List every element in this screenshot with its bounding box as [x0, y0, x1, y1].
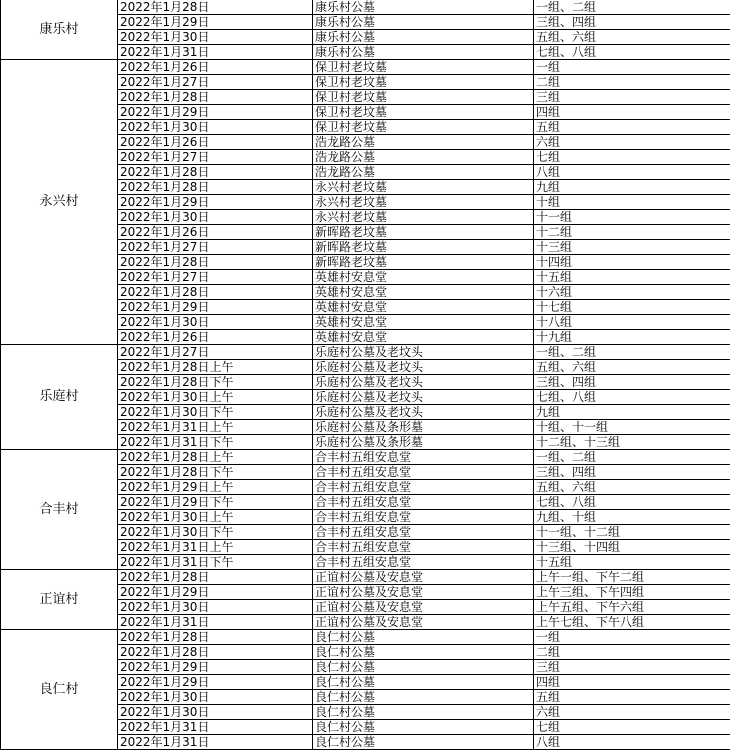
place-cell: 良仁村公墓: [313, 720, 534, 735]
place-cell: 合丰村五组安息堂: [313, 480, 534, 495]
date-cell: 2022年1月28日下午: [118, 465, 313, 480]
groups-cell: 九组: [534, 405, 730, 420]
date-cell: 2022年1月31日: [118, 615, 313, 630]
place-cell: 合丰村五组安息堂: [313, 465, 534, 480]
date-cell: 2022年1月30日: [118, 690, 313, 705]
date-cell: 2022年1月30日: [118, 30, 313, 45]
groups-cell: 一组: [534, 60, 730, 75]
groups-cell: 八组: [534, 165, 730, 180]
place-cell: 保卫村老坟墓: [313, 90, 534, 105]
place-cell: 乐庭村公墓及老坟头: [313, 375, 534, 390]
date-cell: 2022年1月28日: [118, 645, 313, 660]
place-cell: 乐庭村公墓及条形墓: [313, 420, 534, 435]
place-cell: 保卫村老坟墓: [313, 105, 534, 120]
groups-cell: 五组: [534, 690, 730, 705]
groups-cell: 一组: [534, 630, 730, 645]
groups-cell: 六组: [534, 705, 730, 720]
date-cell: 2022年1月31日: [118, 45, 313, 60]
place-cell: 正谊村公墓及安息堂: [313, 585, 534, 600]
place-cell: 保卫村老坟墓: [313, 120, 534, 135]
groups-cell: 六组: [534, 135, 730, 150]
date-cell: 2022年1月27日: [118, 345, 313, 360]
date-cell: 2022年1月30日: [118, 315, 313, 330]
village-name-cell: 正谊村: [1, 570, 118, 630]
date-cell: 2022年1月31日上午: [118, 540, 313, 555]
date-cell: 2022年1月27日: [118, 270, 313, 285]
date-cell: 2022年1月29日: [118, 15, 313, 30]
date-cell: 2022年1月29日: [118, 660, 313, 675]
table-row: [1, 60, 730, 75]
groups-cell: 三组、四组: [534, 465, 730, 480]
groups-cell: 三组、四组: [534, 15, 730, 30]
groups-cell: 七组、八组: [534, 390, 730, 405]
table-row: [1, 570, 730, 585]
groups-cell: 五组、六组: [534, 480, 730, 495]
place-cell: 良仁村公墓: [313, 675, 534, 690]
place-cell: 康乐村公墓: [313, 45, 534, 60]
groups-cell: 十九组: [534, 330, 730, 345]
date-cell: 2022年1月30日: [118, 120, 313, 135]
groups-cell: 三组: [534, 90, 730, 105]
date-cell: 2022年1月29日下午: [118, 495, 313, 510]
village-name-cell: 合丰村: [1, 450, 118, 570]
date-cell: 2022年1月31日上午: [118, 420, 313, 435]
village-name-cell: 良仁村: [1, 630, 118, 750]
date-cell: 2022年1月30日上午: [118, 510, 313, 525]
date-cell: 2022年1月29日: [118, 105, 313, 120]
date-cell: 2022年1月31日: [118, 735, 313, 750]
table-row: [1, 0, 730, 15]
place-cell: 合丰村五组安息堂: [313, 495, 534, 510]
groups-cell: 十二组、十三组: [534, 435, 730, 450]
place-cell: 良仁村公墓: [313, 630, 534, 645]
groups-cell: 九组、十组: [534, 510, 730, 525]
date-cell: 2022年1月26日: [118, 60, 313, 75]
date-cell: 2022年1月30日: [118, 600, 313, 615]
date-cell: 2022年1月28日: [118, 570, 313, 585]
place-cell: 浩龙路公墓: [313, 165, 534, 180]
village-name-cell: 康乐村: [1, 0, 118, 60]
groups-cell: 十三组、十四组: [534, 540, 730, 555]
groups-cell: 二组: [534, 645, 730, 660]
place-cell: 新晖路老坟墓: [313, 225, 534, 240]
date-cell: 2022年1月28日: [118, 255, 313, 270]
groups-cell: 上午三组、下午四组: [534, 585, 730, 600]
place-cell: 正谊村公墓及安息堂: [313, 615, 534, 630]
groups-cell: 八组: [534, 735, 730, 750]
date-cell: 2022年1月28日: [118, 90, 313, 105]
groups-cell: 十一组、十二组: [534, 525, 730, 540]
date-cell: 2022年1月28日上午: [118, 360, 313, 375]
date-cell: 2022年1月31日: [118, 720, 313, 735]
groups-cell: 五组、六组: [534, 30, 730, 45]
place-cell: 合丰村五组安息堂: [313, 450, 534, 465]
place-cell: 良仁村公墓: [313, 660, 534, 675]
place-cell: 康乐村公墓: [313, 15, 534, 30]
groups-cell: 三组: [534, 660, 730, 675]
groups-cell: 上午五组、下午六组: [534, 600, 730, 615]
place-cell: 浩龙路公墓: [313, 150, 534, 165]
date-cell: 2022年1月28日: [118, 165, 313, 180]
groups-cell: 七组、八组: [534, 45, 730, 60]
groups-cell: 十一组: [534, 210, 730, 225]
groups-cell: 七组: [534, 150, 730, 165]
date-cell: 2022年1月28日上午: [118, 450, 313, 465]
place-cell: 正谊村公墓及安息堂: [313, 570, 534, 585]
date-cell: 2022年1月28日: [118, 180, 313, 195]
place-cell: 良仁村公墓: [313, 645, 534, 660]
date-cell: 2022年1月29日: [118, 585, 313, 600]
place-cell: 乐庭村公墓及老坟头: [313, 405, 534, 420]
village-name-cell: 永兴村: [1, 60, 118, 345]
groups-cell: 四组: [534, 675, 730, 690]
date-cell: 2022年1月26日: [118, 330, 313, 345]
place-cell: 英雄村安息堂: [313, 300, 534, 315]
date-cell: 2022年1月29日: [118, 675, 313, 690]
date-cell: 2022年1月29日上午: [118, 480, 313, 495]
groups-cell: 九组: [534, 180, 730, 195]
date-cell: 2022年1月31日下午: [118, 555, 313, 570]
date-cell: 2022年1月29日: [118, 300, 313, 315]
date-cell: 2022年1月28日: [118, 630, 313, 645]
place-cell: 乐庭村公墓及条形墓: [313, 435, 534, 450]
table-row: [1, 630, 730, 645]
date-cell: 2022年1月30日: [118, 210, 313, 225]
groups-cell: 七组: [534, 720, 730, 735]
groups-cell: 十三组: [534, 240, 730, 255]
place-cell: 良仁村公墓: [313, 735, 534, 750]
schedule-table-body: [1, 0, 730, 750]
place-cell: 合丰村五组安息堂: [313, 555, 534, 570]
groups-cell: 十七组: [534, 300, 730, 315]
groups-cell: 十六组: [534, 285, 730, 300]
groups-cell: 一组、二组: [534, 0, 730, 15]
place-cell: 新晖路老坟墓: [313, 240, 534, 255]
groups-cell: 五组、六组: [534, 360, 730, 375]
groups-cell: 十组: [534, 195, 730, 210]
date-cell: 2022年1月31日下午: [118, 435, 313, 450]
date-cell: 2022年1月30日上午: [118, 390, 313, 405]
date-cell: 2022年1月28日: [118, 285, 313, 300]
place-cell: 合丰村五组安息堂: [313, 510, 534, 525]
date-cell: 2022年1月27日: [118, 150, 313, 165]
place-cell: 康乐村公墓: [313, 30, 534, 45]
groups-cell: 十二组: [534, 225, 730, 240]
place-cell: 乐庭村公墓及老坟头: [313, 345, 534, 360]
groups-cell: 十四组: [534, 255, 730, 270]
date-cell: 2022年1月26日: [118, 135, 313, 150]
place-cell: 保卫村老坟墓: [313, 75, 534, 90]
date-cell: 2022年1月30日下午: [118, 525, 313, 540]
groups-cell: 三组、四组: [534, 375, 730, 390]
date-cell: 2022年1月27日: [118, 240, 313, 255]
village-name-cell: 乐庭村: [1, 345, 118, 450]
place-cell: 永兴村老坟墓: [313, 210, 534, 225]
place-cell: 良仁村公墓: [313, 690, 534, 705]
place-cell: 乐庭村公墓及老坟头: [313, 390, 534, 405]
groups-cell: 上午一组、下午二组: [534, 570, 730, 585]
groups-cell: 十组、十一组: [534, 420, 730, 435]
table-row: [1, 450, 730, 465]
date-cell: 2022年1月30日: [118, 705, 313, 720]
date-cell: 2022年1月28日: [118, 0, 313, 15]
groups-cell: 七组、八组: [534, 495, 730, 510]
groups-cell: 五组: [534, 120, 730, 135]
groups-cell: 一组、二组: [534, 345, 730, 360]
place-cell: 正谊村公墓及安息堂: [313, 600, 534, 615]
table-row: [1, 345, 730, 360]
groups-cell: 二组: [534, 75, 730, 90]
place-cell: 英雄村安息堂: [313, 285, 534, 300]
groups-cell: 一组、二组: [534, 450, 730, 465]
place-cell: 乐庭村公墓及老坟头: [313, 360, 534, 375]
place-cell: 新晖路老坟墓: [313, 255, 534, 270]
date-cell: 2022年1月26日: [118, 225, 313, 240]
place-cell: 合丰村五组安息堂: [313, 540, 534, 555]
place-cell: 永兴村老坟墓: [313, 195, 534, 210]
groups-cell: 十五组: [534, 555, 730, 570]
date-cell: 2022年1月28日下午: [118, 375, 313, 390]
place-cell: 合丰村五组安息堂: [313, 525, 534, 540]
groups-cell: 十五组: [534, 270, 730, 285]
place-cell: 保卫村老坟墓: [313, 60, 534, 75]
date-cell: 2022年1月29日: [118, 195, 313, 210]
place-cell: 英雄村安息堂: [313, 270, 534, 285]
place-cell: 永兴村老坟墓: [313, 180, 534, 195]
place-cell: 英雄村安息堂: [313, 315, 534, 330]
groups-cell: 上午七组、下午八组: [534, 615, 730, 630]
date-cell: 2022年1月27日: [118, 75, 313, 90]
place-cell: 浩龙路公墓: [313, 135, 534, 150]
place-cell: 英雄村安息堂: [313, 330, 534, 345]
date-cell: 2022年1月30日下午: [118, 405, 313, 420]
place-cell: 康乐村公墓: [313, 0, 534, 15]
groups-cell: 四组: [534, 105, 730, 120]
groups-cell: 十八组: [534, 315, 730, 330]
place-cell: 良仁村公墓: [313, 705, 534, 720]
